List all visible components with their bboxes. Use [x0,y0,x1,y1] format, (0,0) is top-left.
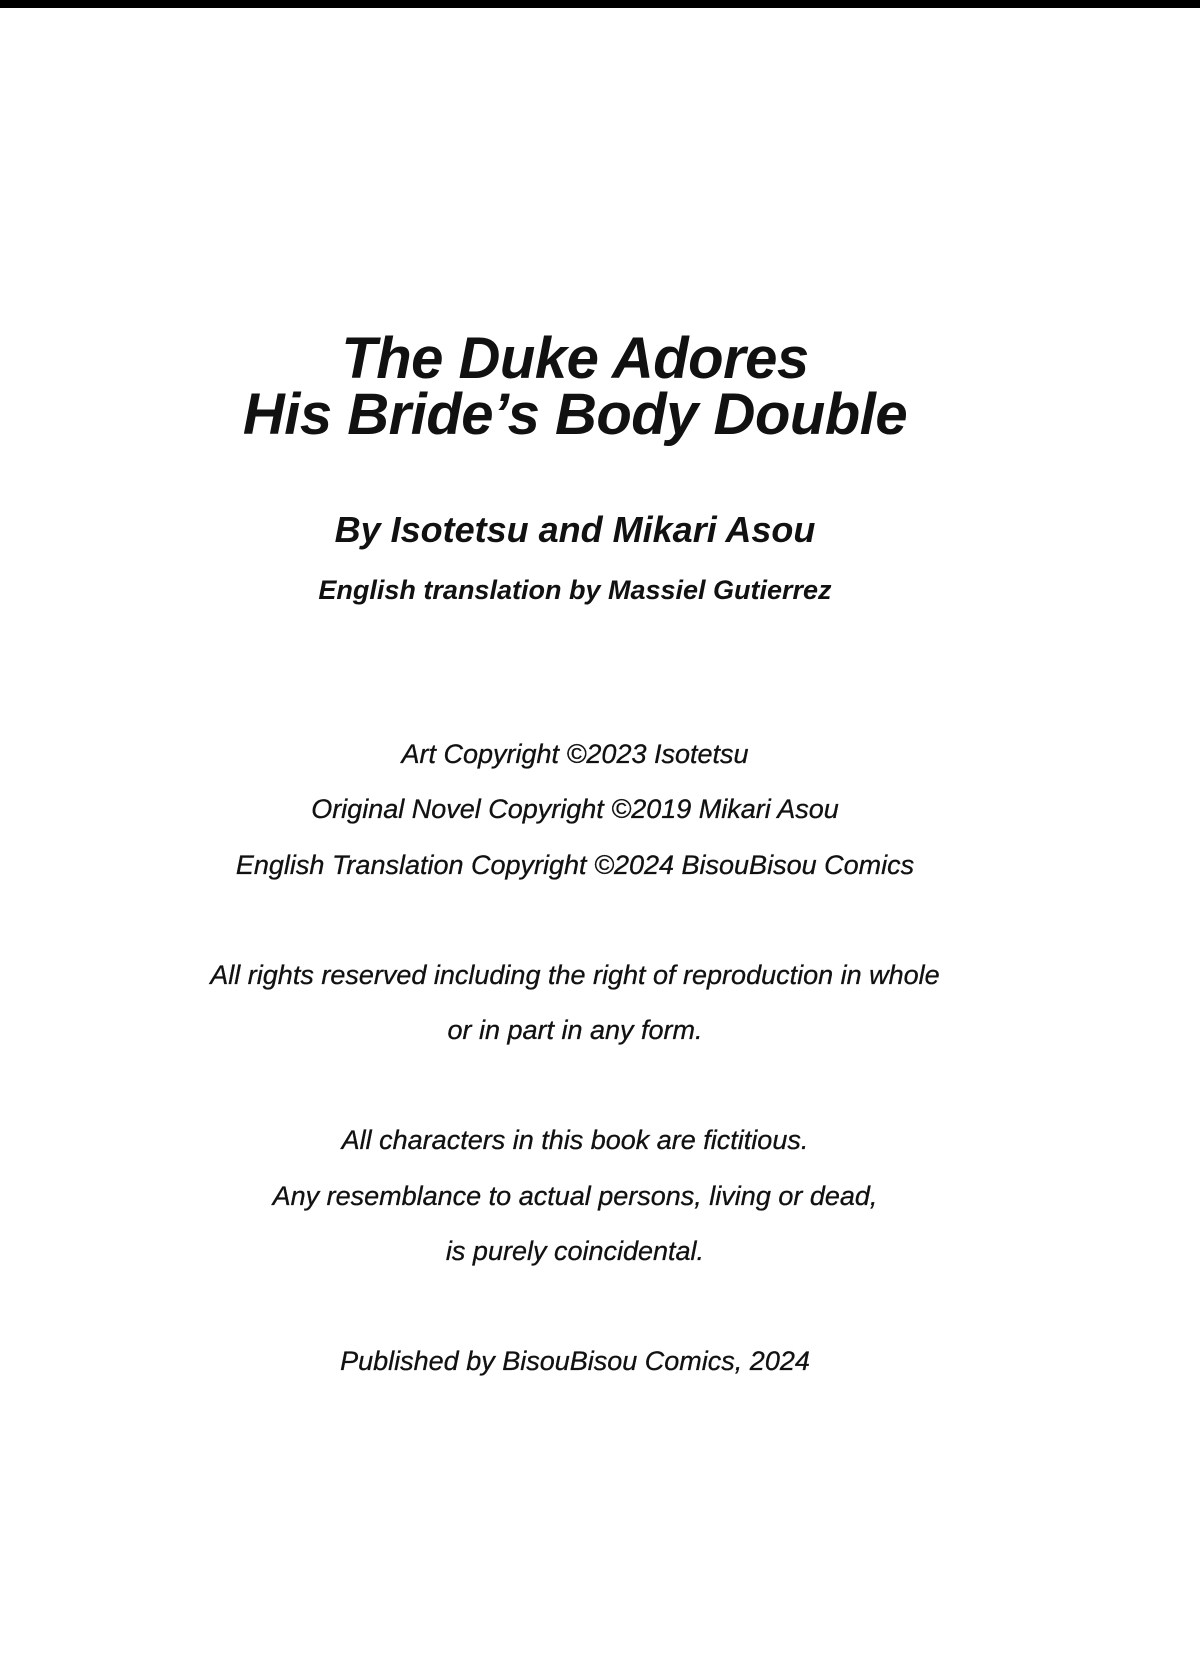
art-copyright: Art Copyright ©2023 Isotetsu [401,739,749,769]
translator-credit: English translation by Massiel Gutierrez [318,575,832,605]
book-title-line-2: His Bride’s Body Double [242,382,908,447]
author-credit: By Isotetsu and Mikari Asou [334,509,816,550]
novel-copyright: Original Novel Copyright ©2019 Mikari Asou [311,794,839,824]
rights-line-2: or in part in any form. [447,1015,703,1045]
book-title-line-1: The Duke Adores [341,326,809,391]
disclaimer-line-1: All characters in this book are fictitious. [341,1125,809,1155]
translation-copyright: English Translation Copyright ©2024 BisouBisou Comics [235,850,915,880]
publisher-line: Published by BisouBisou Comics, 2024 [340,1346,810,1376]
disclaimer-line-3: is purely coincidental. [445,1236,705,1266]
disclaimer-line-2: Any resemblance to actual persons, living or dead, [272,1181,878,1211]
rights-line-1: All rights reserved including the right of reproduction in whole [210,960,940,990]
